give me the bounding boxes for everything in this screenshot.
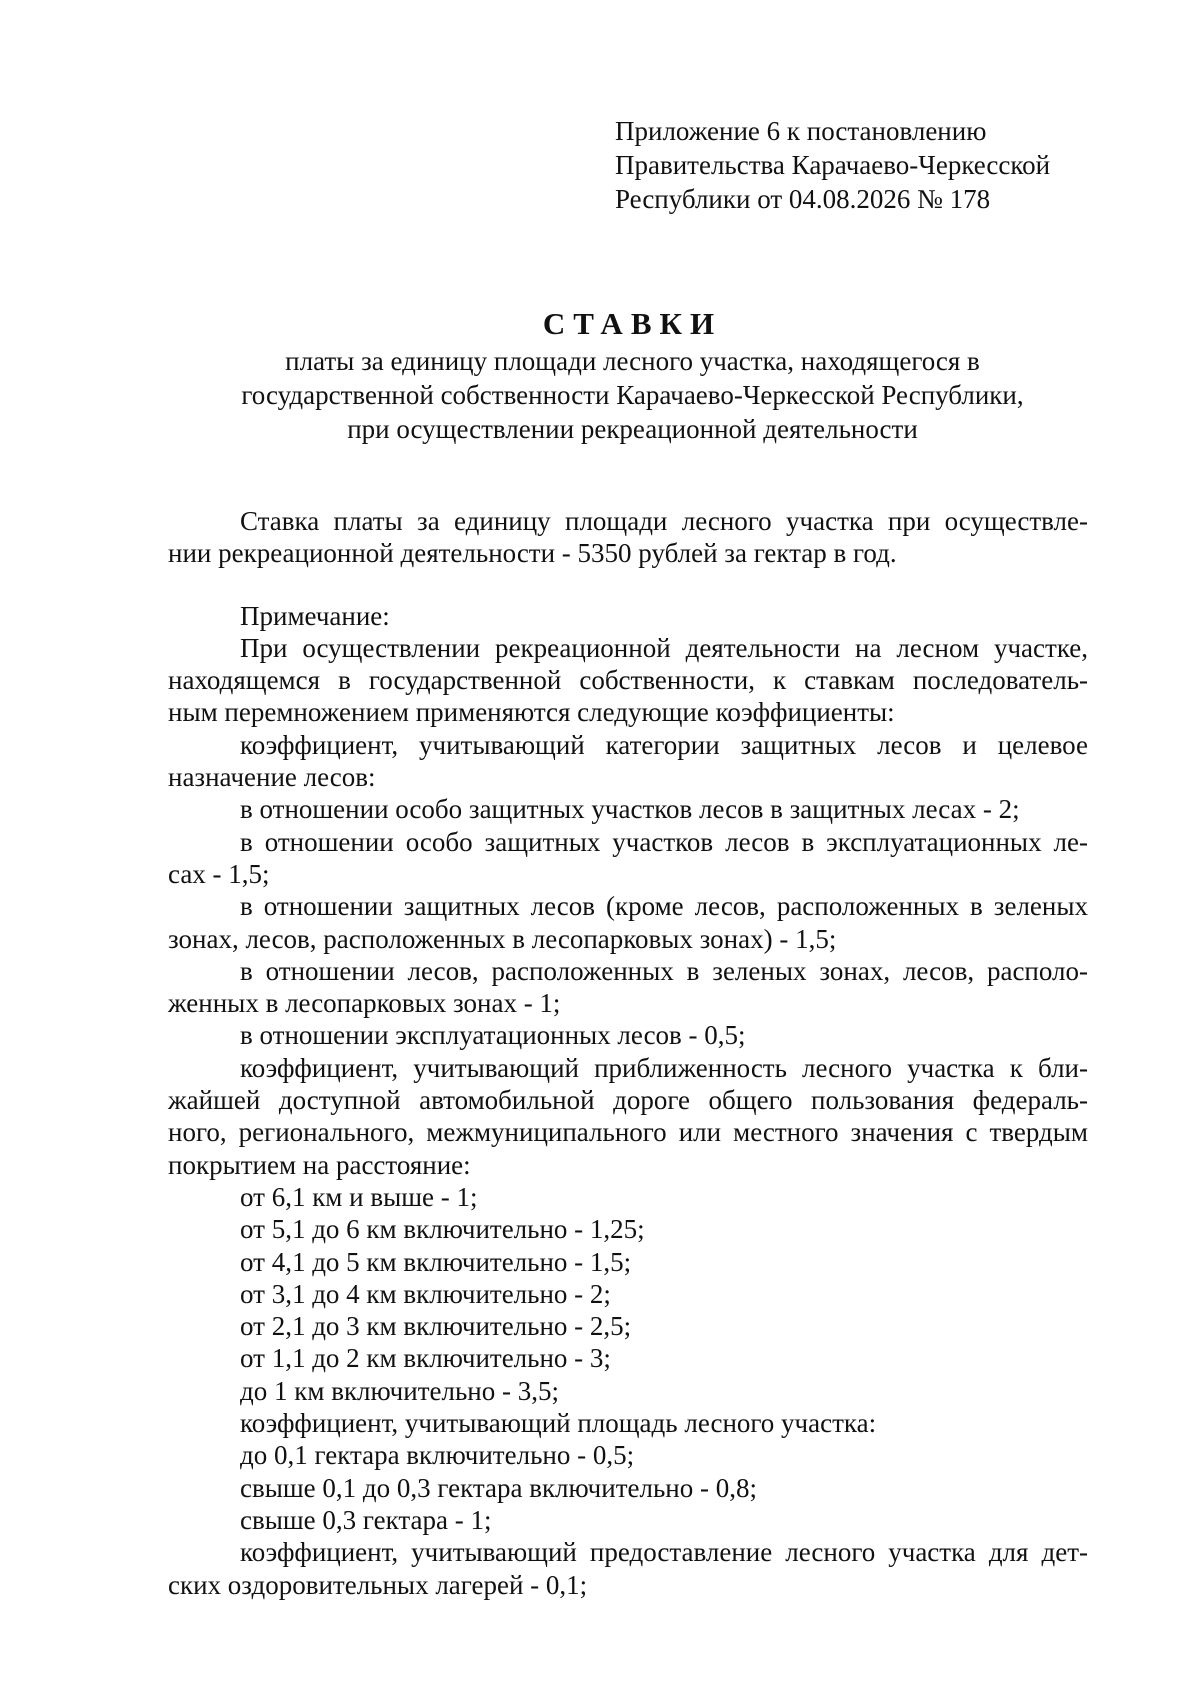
coefficient-item: в отношении защитных лесов (кроме лесов, расположенных в зеленых [240,891,1088,922]
appendix-line: Республики от 04.08.2026 № 178 [615,184,991,214]
coefficient-item: до 1 км включительно - 3,5; [240,1375,559,1406]
note-label: Примечание: [240,600,390,631]
coefficient-item: свыше 0,3 гектара - 1; [240,1504,492,1535]
text-line: коэффициент, учитывающий площадь лесного участка: [240,1408,877,1439]
document-heading [160,304,1105,446]
coefficient-item: от 4,1 до 5 км включительно - 1,5; [240,1246,632,1277]
coefficient-item: в отношении особо защитных участков лесов в защитных лесах - 2; [240,794,1020,825]
text-line: ным перемножением применяются следующие коэффициенты: [168,697,895,728]
coefficient-item: от 6,1 км и выше - 1; [240,1181,478,1212]
subtitle-line: при осуществлении рекреационной деятельности [347,414,918,444]
subtitle-line: государственной собственности Карачаево-Черкесской Республики, [241,380,1024,410]
coefficient-item: от 5,1 до 6 км включительно - 1,25; [240,1214,645,1245]
subtitle-line: платы за единицу площади лесного участка, находящегося в [285,346,980,376]
text-line: назначение лесов: [168,762,376,793]
appendix-line: Правительства Карачаево-Черкесской [615,150,1051,180]
coefficient-children-camps [168,1536,1088,1601]
coefficient-item: от 3,1 до 4 км включительно - 2; [240,1278,611,1309]
note-intro [168,632,1088,729]
text-line: зонах, лесов, расположенных в лесопарковых зонах) - 1,5; [168,923,837,954]
text-line: ских оздоровительных лагерей - 0,1; [168,1569,588,1600]
coefficient-item: свыше 0,1 до 0,3 гектара включительно - 0,8; [240,1472,757,1503]
text-line: При осуществлении рекреационной деятельности на лесном участке, [240,632,1088,663]
coefficient-item: в отношении лесов, расположенных в зеленых зонах, лесов, располо- [240,955,1088,986]
text-line: находящемся в государственной собственности, к ставкам последователь- [168,665,1088,696]
text-line: Ставка платы за единицу площади лесного участка при осуществле- [240,506,1088,536]
text-line: нии рекреационной деятельности - 5350 рублей за гектар в год. [168,538,897,569]
appendix-line: Приложение 6 к постановлению [615,116,987,146]
coefficient-item: в отношении эксплуатационных лесов - 0,5; [240,1020,746,1051]
text-line: ного, регионального, межмуниципального или местного значения с твердым [168,1117,1088,1148]
coefficient-item: в отношении особо защитных участков лесов в эксплуатационных ле- [240,826,1088,857]
appendix-reference [615,114,1050,216]
rate-paragraph [168,505,1088,570]
text-line: жайшей доступной автомобильной дороге общего пользования федераль- [168,1085,1088,1116]
text-line: коэффициент, учитывающий категории защитных лесов и целевое [240,729,1088,760]
text-line: коэффициент, учитывающий предоставление лесного участка для дет- [240,1537,1088,1568]
coefficient-forest-category [168,729,1088,1052]
coefficient-item: от 1,1 до 2 км включительно - 3; [240,1343,611,1374]
document-subtitle [160,344,1105,446]
text-line: покрытием на расстояние: [168,1149,471,1180]
coefficient-plot-area [168,1407,1088,1536]
coefficient-item: до 0,1 гектара включительно - 0,5; [240,1440,635,1471]
document-title: СТАВКИ [542,306,723,341]
text-line: сах - 1,5; [168,858,270,889]
coefficient-road-distance [168,1052,1088,1407]
text-line: коэффициент, учитывающий приближенность лесного участка к бли- [240,1052,1088,1083]
text-line: женных в лесопарковых зонах - 1; [168,988,561,1019]
coefficient-item: от 2,1 до 3 км включительно - 2,5; [240,1311,632,1342]
document-body [168,505,1088,1601]
